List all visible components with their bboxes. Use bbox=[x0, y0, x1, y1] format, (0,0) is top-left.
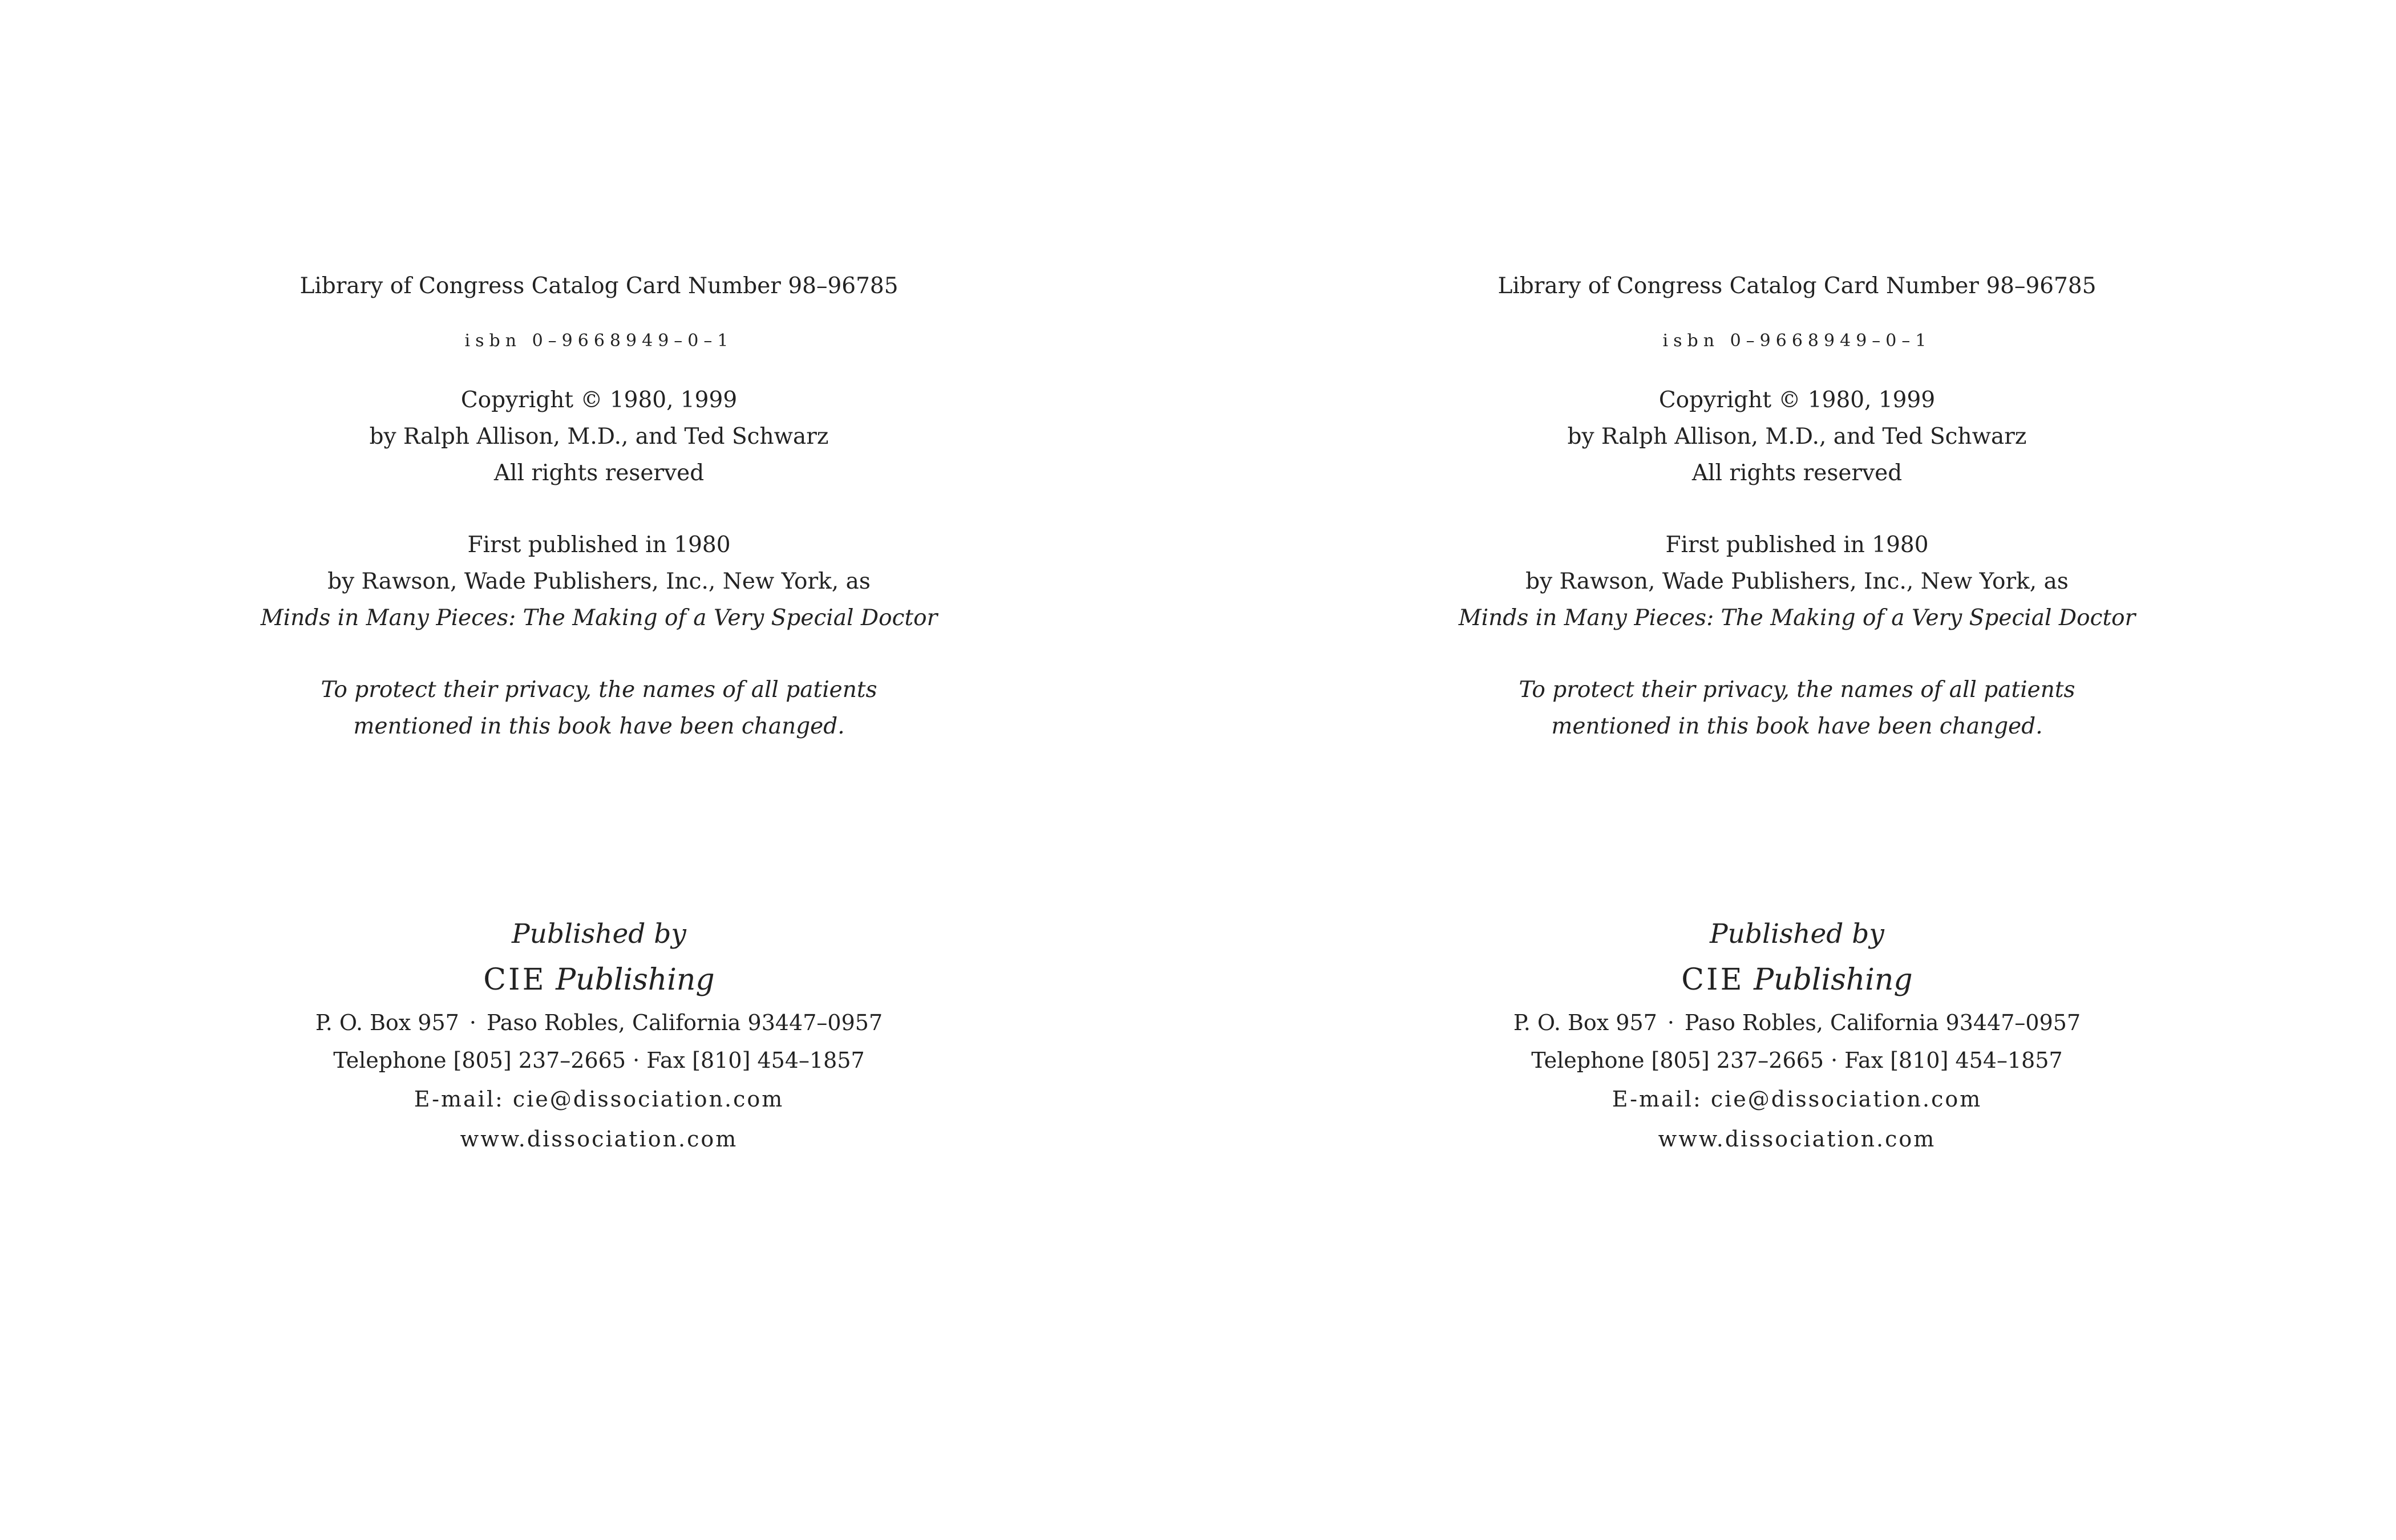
fax: · Fax [810] 454–1857 bbox=[633, 1048, 865, 1073]
publisher-name bbox=[0, 956, 1198, 1004]
copyright-line: Copyright © 1980, 1999 bbox=[460, 387, 738, 413]
phone-line bbox=[1198, 1041, 2396, 1079]
email-line bbox=[1198, 1079, 2396, 1119]
email-line bbox=[0, 1079, 1198, 1119]
lccn-line: Library of Congress Catalog Card Number 98–96785 bbox=[300, 273, 898, 299]
first-published-line: First published in 1980 bbox=[1665, 532, 1929, 558]
email-label: E-mail: bbox=[1612, 1087, 1702, 1112]
original-publisher-line: by Rawson, Wade Publishers, Inc., New York, as bbox=[327, 569, 871, 594]
authors-line: by Ralph Allison, M.D., and Ted Schwarz bbox=[369, 424, 829, 449]
address-separator: · bbox=[1667, 1010, 1674, 1035]
address-line bbox=[1198, 1004, 2396, 1041]
publisher-name bbox=[1198, 956, 2396, 1004]
privacy-note-line-2: mentioned in this book have been changed. bbox=[1551, 714, 2043, 739]
isbn-line: isbn 0–9668949–0–1 bbox=[1662, 331, 1932, 351]
privacy-note-line-1: To protect their privacy, the names of all patients bbox=[1519, 677, 2075, 703]
published-by-label: Published by bbox=[1710, 918, 1884, 950]
email-address: cie@dissociation.com bbox=[512, 1087, 784, 1112]
address-separator: · bbox=[469, 1010, 476, 1035]
telephone: Telephone [805] 237–2665 bbox=[1531, 1048, 1824, 1073]
rights-line: All rights reserved bbox=[1691, 460, 1903, 486]
city-line: Paso Robles, California 93447–0957 bbox=[1684, 1010, 2081, 1035]
published-by-label: Published by bbox=[512, 918, 686, 950]
phone-line bbox=[0, 1041, 1198, 1079]
website: www.dissociation.com bbox=[460, 1126, 738, 1152]
publisher-block bbox=[0, 913, 1198, 1159]
po-box: P. O. Box 957 bbox=[315, 1010, 459, 1035]
publisher-name-main: CIE bbox=[483, 963, 547, 997]
address-line bbox=[0, 1004, 1198, 1041]
website: www.dissociation.com bbox=[1658, 1126, 1936, 1152]
publisher-block bbox=[1198, 913, 2396, 1159]
telephone: Telephone [805] 237–2665 bbox=[333, 1048, 626, 1073]
email-label: E-mail: bbox=[414, 1087, 504, 1112]
publisher-name-italic: Publishing bbox=[556, 963, 715, 997]
copyright-line: Copyright © 1980, 1999 bbox=[1658, 387, 1936, 413]
first-published-line: First published in 1980 bbox=[467, 532, 731, 558]
privacy-note-line-1: To protect their privacy, the names of all patients bbox=[321, 677, 877, 703]
publisher-name-italic: Publishing bbox=[1754, 963, 1913, 997]
privacy-note-line-2: mentioned in this book have been changed. bbox=[353, 714, 845, 739]
rights-line: All rights reserved bbox=[493, 460, 705, 486]
city-line: Paso Robles, California 93447–0957 bbox=[486, 1010, 883, 1035]
email-address: cie@dissociation.com bbox=[1710, 1087, 1982, 1112]
isbn-line: isbn 0–9668949–0–1 bbox=[464, 331, 734, 351]
copyright-block bbox=[0, 268, 1198, 745]
original-title: Minds in Many Pieces: The Making of a Very Special Doctor bbox=[260, 605, 938, 631]
original-title: Minds in Many Pieces: The Making of a Very Special Doctor bbox=[1458, 605, 2136, 631]
fax: · Fax [810] 454–1857 bbox=[1831, 1048, 2063, 1073]
lccn-line: Library of Congress Catalog Card Number 98–96785 bbox=[1498, 273, 2096, 299]
copyright-block bbox=[1198, 268, 2396, 745]
po-box: P. O. Box 957 bbox=[1513, 1010, 1657, 1035]
original-publisher-line: by Rawson, Wade Publishers, Inc., New York, as bbox=[1525, 569, 2069, 594]
right-page bbox=[1198, 0, 2396, 1540]
authors-line: by Ralph Allison, M.D., and Ted Schwarz bbox=[1567, 424, 2027, 449]
publisher-name-main: CIE bbox=[1681, 963, 1745, 997]
